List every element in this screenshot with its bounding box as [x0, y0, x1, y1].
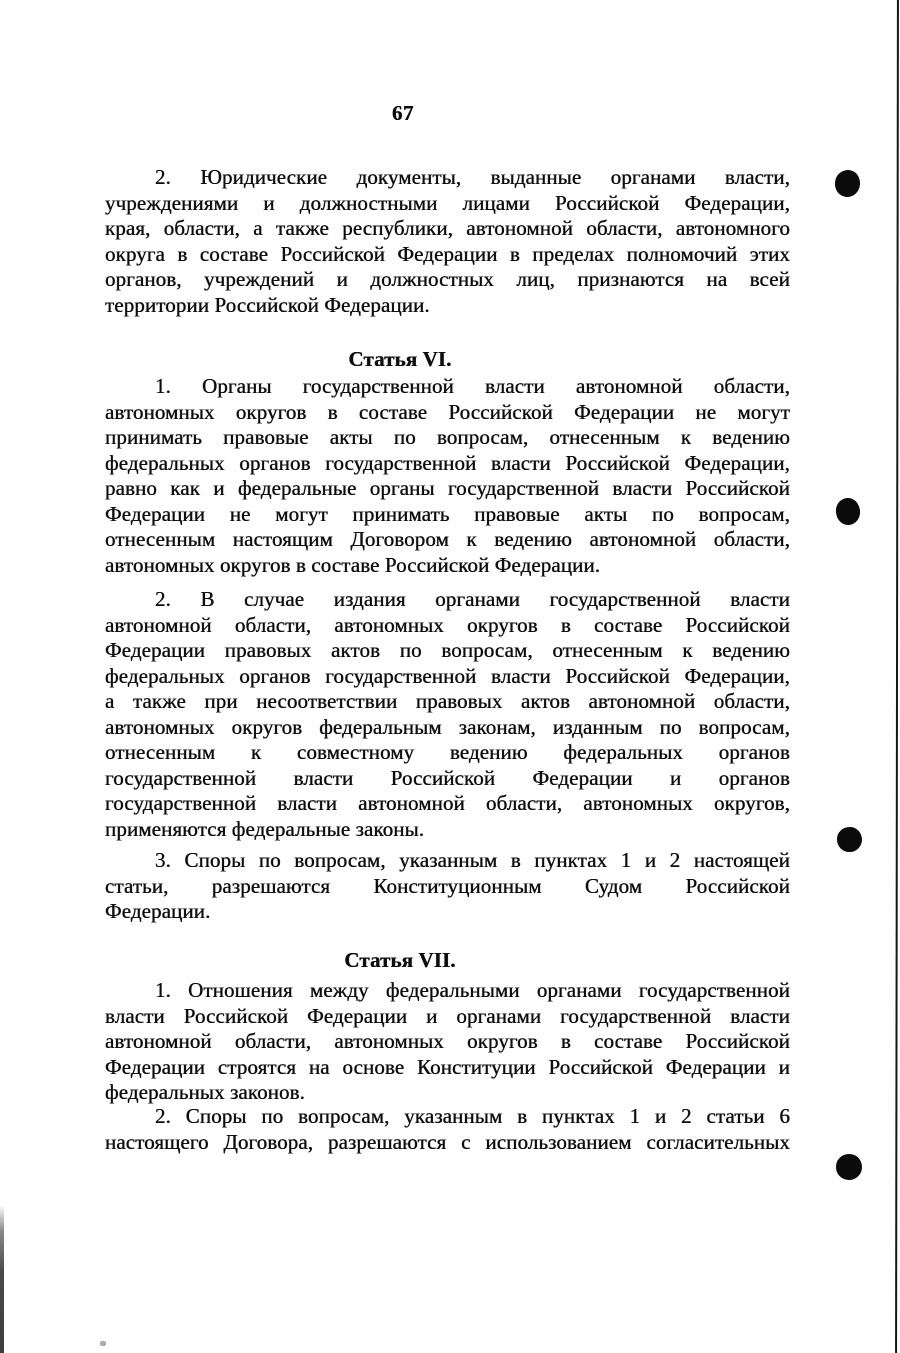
document-text-column [105, 0, 790, 1353]
text-line: власти Российской Федерации и органами государственной власти [105, 1003, 790, 1028]
text-line: отнесенным настоящим Договором к ведению автономной области, [105, 527, 790, 551]
text-line: Федерации не могут принимать правовые акты по вопросам, [105, 501, 790, 526]
article-vii-paragraph-1 [105, 978, 790, 1106]
text-line: территории Российской Федерации. [105, 292, 430, 317]
text-line: 3. Споры по вопросам, указанным в пунктах 1 и 2 настоящей [155, 848, 790, 872]
text-line: принимать правовые акты по вопросам, отнесенным к ведению [105, 425, 790, 449]
text-line: Федерации строятся на основе Конституции Российской Федерации и [105, 1054, 790, 1079]
text-line: федеральных органов государственной власти Российской Федерации, [105, 663, 790, 688]
hole-punch-mark-4 [835, 1153, 863, 1181]
text-line: края, области, а также республики, автономной области, автономного [105, 216, 790, 240]
paragraph-intro-item-2 [105, 165, 790, 318]
text-line: федеральных органов государственной власти Российской Федерации, [105, 450, 790, 475]
hole-punch-mark-3 [837, 827, 862, 852]
text-line: Федерации правовых актов по вопросам, отнесенным к ведению [105, 638, 790, 662]
scan-speck [100, 1341, 106, 1346]
text-line: учреждениями и должностными лицами Российской Федерации, [105, 190, 790, 215]
text-line: 1. Отношения между федеральными органами государственной [155, 978, 790, 1002]
text-line: а также при несоответствии правовых актов автономной области, [105, 689, 790, 713]
text-line: статьи, разрешаются Конституционным Судом Российской [105, 873, 790, 898]
text-line: отнесенным к совместному ведению федеральных органов [105, 740, 790, 764]
text-line: автономных округов в составе Российской Федерации не могут [105, 399, 790, 424]
scan-streak-left-edge [0, 1205, 4, 1353]
article-vii-paragraph-2 [105, 1104, 790, 1155]
text-line: применяются федеральные законы. [105, 816, 425, 841]
article-vi-heading: Статья VI. [348, 347, 452, 371]
text-line: автономной области, автономных округов в составе Российской [105, 612, 790, 637]
text-line: настоящего Договора, разрешаются с использованием согласительных [105, 1129, 790, 1154]
article-vi-paragraph-1 [105, 374, 790, 578]
text-line: автономных округов федеральным законам, изданным по вопросам, [105, 714, 790, 739]
text-line: государственной власти автономной области, автономных округов, [105, 791, 790, 815]
scan-edge-line-right [895, 0, 899, 1353]
text-line: округа в составе Российской Федерации в пределах полномочий этих [105, 241, 790, 266]
hole-punch-mark-1 [833, 168, 862, 198]
text-line: 2. Юридические документы, выданные органами власти, [155, 165, 790, 189]
article-vi-paragraph-3 [105, 848, 790, 925]
article-vi-paragraph-2 [105, 587, 790, 842]
hole-punch-mark-2 [835, 497, 862, 526]
text-line: автономных округов в составе Российской Федерации. [105, 552, 601, 577]
text-line: Федерации. [105, 899, 211, 923]
text-line: федеральных законов. [105, 1080, 305, 1104]
text-line: 2. В случае издания органами государственной власти [155, 587, 790, 611]
text-line: равно как и федеральные органы государственной власти Российской [105, 476, 790, 500]
text-line: 2. Споры по вопросам, указанным в пунктах 1 и 2 статьи 6 [155, 1104, 790, 1128]
text-line: автономной области, автономных округов в составе Российской [105, 1029, 790, 1053]
page-number: 67 [392, 101, 414, 125]
text-line: государственной власти Российской Федерации и органов [105, 765, 790, 790]
text-line: 1. Органы государственной власти автономной области, [155, 374, 790, 398]
text-line: органов, учреждений и должностных лиц, признаются на всей [105, 267, 790, 291]
article-vii-heading: Статья VII. [344, 948, 456, 972]
